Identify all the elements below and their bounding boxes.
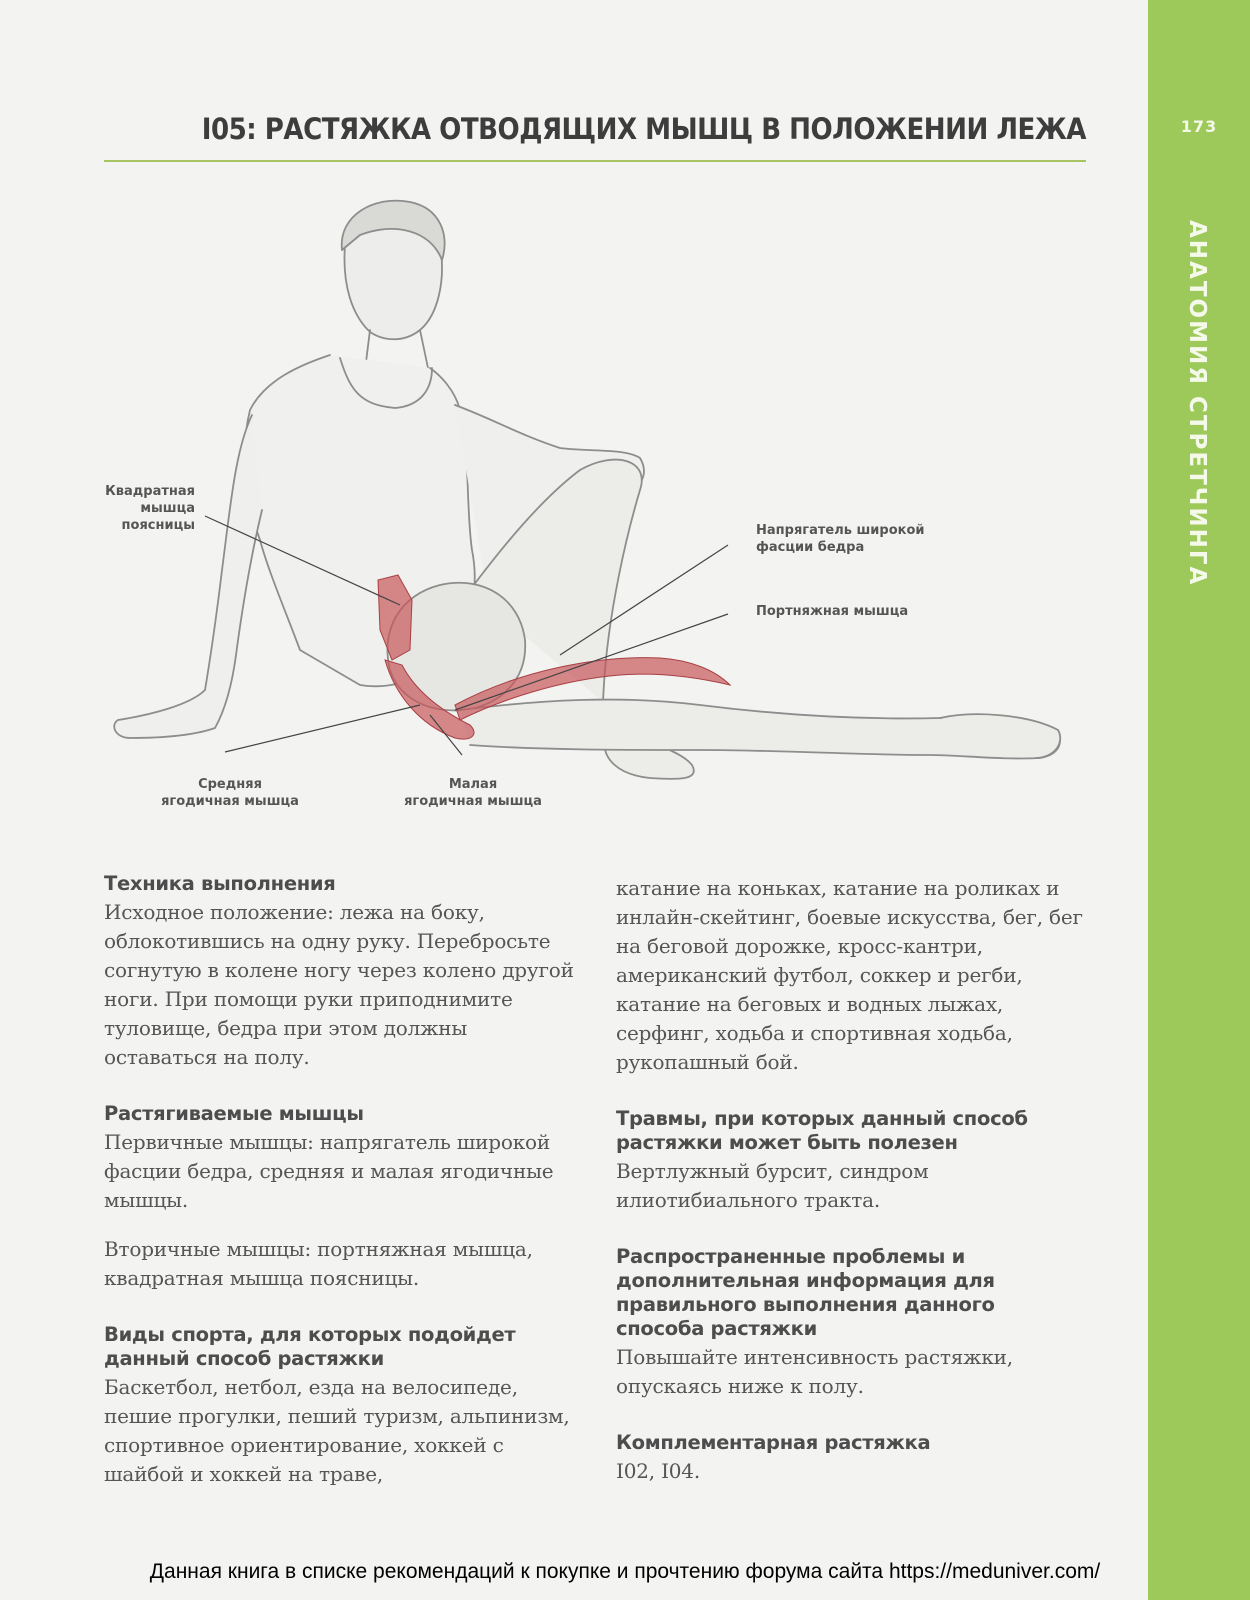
label-line: ягодичная мышца xyxy=(404,794,542,809)
page-title: I05: РАСТЯЖКА ОТВОДЯЩИХ МЫШЦ В ПОЛОЖЕНИИ ЛЕЖА xyxy=(201,112,1086,146)
section-text: Вертлужный бурсит, синдром илиотибиального тракта. xyxy=(616,1159,929,1212)
sidebar-section-title: АНАТОМИЯ СТРЕТЧИНГА xyxy=(1184,220,1210,587)
label-gluteus-minimus xyxy=(388,776,558,810)
section-text: Повышайте интенсивность растяжки, опускаясь ниже к полу. xyxy=(616,1345,1013,1398)
label-line: Малая xyxy=(448,777,498,792)
section-heading: Виды спорта, для которых подойдет данный способ растяжки xyxy=(104,1323,516,1370)
label-line: Средняя xyxy=(198,777,262,792)
label-line: Квадратная xyxy=(105,484,195,499)
label-sartorius xyxy=(756,603,908,620)
label-line: фасции бедра xyxy=(756,540,865,555)
section-injuries xyxy=(616,1107,1086,1215)
label-line: ягодичная мышца xyxy=(161,794,299,809)
text-column-right xyxy=(616,874,1086,1516)
section-problems xyxy=(616,1245,1086,1401)
section-complementary xyxy=(616,1431,1086,1486)
section-sports-continued xyxy=(616,874,1086,1077)
section-text: Исходное положение: лежа на боку, облокотившись на одну руку. Перебросьте согнутую в колене ногу через колено другой ноги. При помощи руки приподнимите туловище, бедра при этом должны оставаться на полу. xyxy=(104,900,574,1069)
page-number: 173 xyxy=(1180,117,1218,136)
section-muscles xyxy=(104,1102,574,1293)
label-line: мышца xyxy=(140,501,195,516)
label-line: поясницы xyxy=(121,518,195,533)
sidebar-band xyxy=(1148,0,1250,1600)
section-heading: Распространенные проблемы и дополнительная информация для правильного выполнения данного способа растяжки xyxy=(616,1245,995,1340)
left-arm xyxy=(114,415,262,738)
footer-note: Данная книга в списке рекомендаций к покупке и прочтению форума сайта https://meduniver.com/ xyxy=(149,1560,1101,1583)
title-divider xyxy=(104,160,1086,162)
section-text-secondary: Вторичные мышцы: портняжная мышца, квадратная мышца поясницы. xyxy=(104,1237,533,1290)
leader-gluteus-medius xyxy=(225,705,420,752)
section-heading: Травмы, при которых данный способ растяжки может быть полезен xyxy=(616,1107,1028,1154)
section-text-primary: Первичные мышцы: напрягатель широкой фасции бедра, средняя и малая ягодичные мышцы. xyxy=(104,1130,554,1212)
label-line: Портняжная мышца xyxy=(756,604,909,619)
section-technique xyxy=(104,872,574,1072)
text-column-left xyxy=(104,872,574,1519)
section-text: I02, I04. xyxy=(616,1459,700,1483)
label-line: Напрягатель широкой xyxy=(756,523,925,538)
section-heading: Техника выполнения xyxy=(104,872,336,895)
section-heading: Комплементарная растяжка xyxy=(616,1431,931,1454)
label-quadratus-lumborum xyxy=(100,483,195,534)
section-heading: Растягиваемые мышцы xyxy=(104,1102,364,1125)
section-text: Баскетбол, нетбол, езда на велосипеде, пешие прогулки, пеший туризм, альпинизм, спортивное ориентирование, хоккей с шайбой и хоккей на траве, xyxy=(104,1375,570,1486)
anatomy-figure xyxy=(0,190,1140,830)
label-tensor-fasciae-latae xyxy=(756,522,925,556)
section-sports xyxy=(104,1323,574,1489)
section-text: катание на коньках, катание на роликах и инлайн-скейтинг, боевые искусства, бег, бег на беговой дорожке, кросс-кантри, американский футбол, соккер и регби, катание на беговых и водных лыжах, серфинг, ходьба и спортивная ходьба, рукопашный бой. xyxy=(616,876,1083,1074)
label-gluteus-medius xyxy=(145,776,315,810)
